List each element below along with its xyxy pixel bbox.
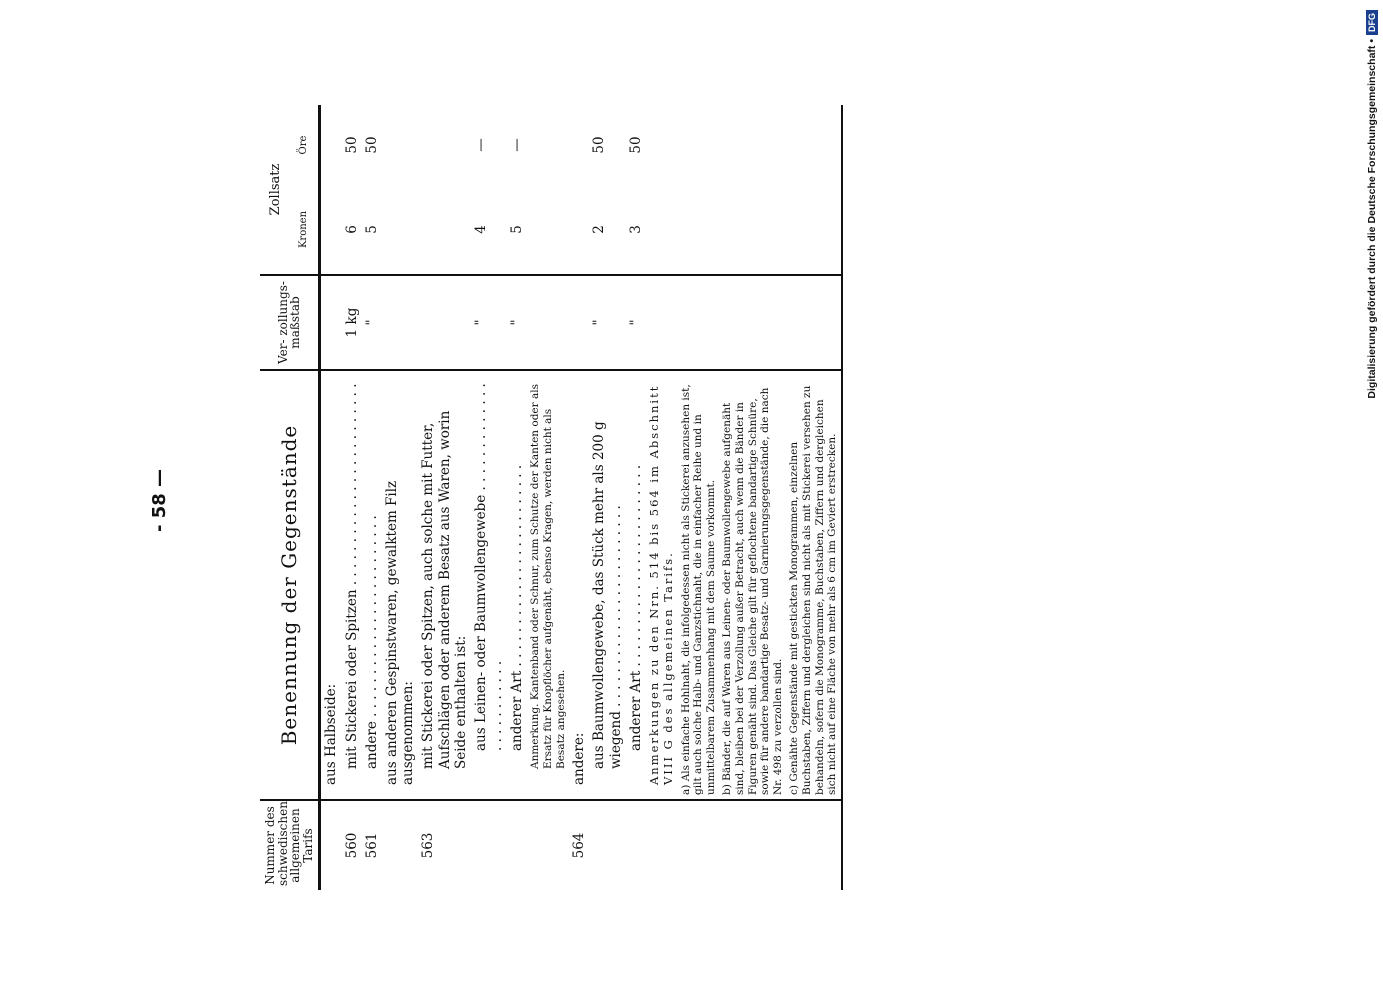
rate-kronen: 6 bbox=[343, 225, 360, 234]
digitization-credit bbox=[1364, 10, 1380, 399]
table-body bbox=[320, 105, 842, 890]
rate-ore bbox=[382, 105, 418, 185]
item-description: aus Baumwollengewebe, das Stück mehr als 200 g wiegend . . . bbox=[589, 370, 625, 800]
note-text: Bänder, die auf Waren aus Leinen- oder Baumwollengewebe aufgenäht sind, bleiben bei der Verzollung außer Betracht, auch wenn die Bänder in Figuren genäht sind. Das Gleiche gilt für geflochtene bandartige Schnüre, sowie für andere bandartige Besatz- und Garnierungsgegenstände, die nach Nr. 498 zu verzollen sind. bbox=[721, 387, 784, 795]
customs-unit: " bbox=[589, 275, 625, 370]
rate-ore: 50 bbox=[363, 136, 380, 154]
note-item bbox=[678, 370, 720, 800]
empty-cell bbox=[786, 185, 841, 275]
item-description: aus anderen Gespinstwaren, gewalktem Filz ausgenommen: bbox=[382, 370, 418, 800]
note-row bbox=[719, 105, 786, 890]
rate-kronen bbox=[527, 185, 569, 275]
empty-cell bbox=[719, 105, 786, 185]
note-item bbox=[786, 370, 841, 800]
customs-unit: 1 kg bbox=[342, 275, 362, 370]
empty-cell bbox=[786, 800, 841, 890]
page-number bbox=[140, 440, 180, 560]
empty-cell bbox=[646, 105, 678, 185]
empty-cell bbox=[719, 185, 786, 275]
scanned-page bbox=[260, 105, 1160, 890]
customs-unit: " bbox=[362, 275, 382, 370]
empty-cell bbox=[678, 800, 720, 890]
tariff-number bbox=[382, 800, 418, 890]
tariff-number bbox=[471, 800, 507, 890]
rate-kronen bbox=[320, 185, 342, 275]
item-description: anderer Art . . . bbox=[626, 370, 646, 800]
customs-unit bbox=[527, 275, 569, 370]
header-unit: Ver- zollungs- maßstab bbox=[260, 275, 320, 370]
note-text: Als einfache Hohlnaht, die infolgedessen nicht als Stickerei anzusehen ist, gilt auch solche Halb- und Ganzstichnaht, die in einfacher Reihe und in unmittelbarem Zusammenhang mit dem Saume vorkommt. bbox=[679, 384, 717, 795]
empty-cell bbox=[678, 275, 720, 370]
customs-unit: " bbox=[626, 275, 646, 370]
tariff-number: 564 bbox=[569, 800, 589, 890]
rate-kronen: 5 bbox=[363, 225, 380, 234]
tariff-number: 561 bbox=[362, 800, 382, 890]
note-label: b) bbox=[721, 784, 734, 795]
table-row bbox=[320, 105, 342, 890]
tariff-number: 563 bbox=[418, 800, 471, 890]
item-description: mit Stickerei oder Spitzen, auch solche mit Futter, Aufschlägen oder anderem Besatz aus Waren, worin Seide enthalten ist: bbox=[418, 370, 471, 800]
customs-unit bbox=[382, 275, 418, 370]
table-row bbox=[382, 105, 418, 890]
rate-ore: 50 bbox=[591, 136, 608, 154]
header-number: Nummer des schwedischen allgemeinen Tarifs bbox=[260, 800, 320, 890]
rate-ore: — bbox=[509, 138, 526, 152]
dfg-logo: DFG bbox=[1366, 10, 1378, 35]
rate-kronen bbox=[382, 185, 418, 275]
item-description: Anmerkung. Kantenband oder Schnur, zum Schutze der Kanten oder als Ersatz für Knopflöcher aufgenäht, ebenso Kragen, werden nicht als Besatz angesehen. bbox=[527, 370, 569, 800]
empty-cell bbox=[719, 275, 786, 370]
credit-text: Digitalisierung gefördert durch die Deutsche Forschungsgemeinschaft • bbox=[1366, 39, 1378, 399]
rate-ore bbox=[569, 105, 589, 185]
rotated-table-wrapper bbox=[260, 105, 1160, 890]
rate-kronen: 3 bbox=[627, 225, 644, 234]
tariff-number bbox=[626, 800, 646, 890]
rate-ore bbox=[527, 105, 569, 185]
header-ore: Öre bbox=[290, 105, 320, 185]
empty-cell bbox=[646, 275, 678, 370]
rate-ore bbox=[320, 105, 342, 185]
empty-cell bbox=[646, 800, 678, 890]
item-description: anderer Art . . . bbox=[507, 370, 527, 800]
customs-unit bbox=[418, 275, 471, 370]
empty-cell bbox=[646, 185, 678, 275]
item-description: andere . . . bbox=[362, 370, 382, 800]
table-row bbox=[527, 105, 569, 890]
page-number-text: - 58 — bbox=[149, 468, 171, 532]
customs-unit bbox=[320, 275, 342, 370]
rate-kronen: 4 bbox=[472, 225, 489, 234]
header-name: Benennung der Gegenstände bbox=[260, 370, 320, 800]
customs-unit: " bbox=[471, 275, 507, 370]
empty-cell bbox=[719, 800, 786, 890]
table-row bbox=[362, 105, 382, 890]
tariff-number bbox=[507, 800, 527, 890]
empty-cell bbox=[678, 185, 720, 275]
header-kronen: Kronen bbox=[290, 185, 320, 275]
note-row bbox=[678, 105, 720, 890]
tariff-number bbox=[589, 800, 625, 890]
table-row bbox=[626, 105, 646, 890]
rate-kronen bbox=[569, 185, 589, 275]
table-row bbox=[507, 105, 527, 890]
rate-ore: — bbox=[472, 138, 489, 152]
rate-kronen: 5 bbox=[509, 225, 526, 234]
table-row bbox=[471, 105, 507, 890]
item-description: aus Halbseide: bbox=[320, 370, 342, 800]
item-description: andere: bbox=[569, 370, 589, 800]
notes-heading: Anmerkungen zu den Nrn. 514 bis 564 im Abschnitt VIII G des allgemeinen Tarifs. bbox=[646, 370, 678, 800]
header-rate: Zollsatz bbox=[268, 163, 283, 216]
header-row bbox=[260, 105, 290, 890]
tariff-number: 560 bbox=[342, 800, 362, 890]
tariff-table bbox=[260, 105, 843, 890]
notes-heading-row bbox=[646, 105, 678, 890]
item-description: mit Stickerei oder Spitzen . . . bbox=[342, 370, 362, 800]
note-item bbox=[719, 370, 786, 800]
customs-unit: " bbox=[507, 275, 527, 370]
rate-ore: 50 bbox=[343, 136, 360, 154]
note-text: Genähte Gegenstände mit gestickten Monogrammen, einzelnen Buchstaben, Ziffern und dergleichen sind nicht als mit Stickerei versehen zu behandeln, sofern die Monogramme, Buchstaben, Ziffern und dergleichen sich nicht auf eine Fläche von mehr als 6 cm im Geviert erstrecken. bbox=[788, 385, 839, 795]
note-label: a) bbox=[679, 784, 692, 795]
rate-ore: 50 bbox=[627, 136, 644, 154]
table-row bbox=[418, 105, 471, 890]
note-label: c) bbox=[788, 785, 801, 795]
table-row bbox=[589, 105, 625, 890]
customs-unit bbox=[569, 275, 589, 370]
item-description: aus Leinen- oder Baumwollengewebe . . . bbox=[471, 370, 507, 800]
table-row bbox=[342, 105, 362, 890]
table-row bbox=[569, 105, 589, 890]
empty-cell bbox=[786, 275, 841, 370]
empty-cell bbox=[786, 105, 841, 185]
tariff-number bbox=[527, 800, 569, 890]
note-row bbox=[786, 105, 841, 890]
rate-kronen bbox=[418, 185, 471, 275]
rate-ore bbox=[418, 105, 471, 185]
rate-kronen: 2 bbox=[591, 225, 608, 234]
tariff-number bbox=[320, 800, 342, 890]
empty-cell bbox=[678, 105, 720, 185]
